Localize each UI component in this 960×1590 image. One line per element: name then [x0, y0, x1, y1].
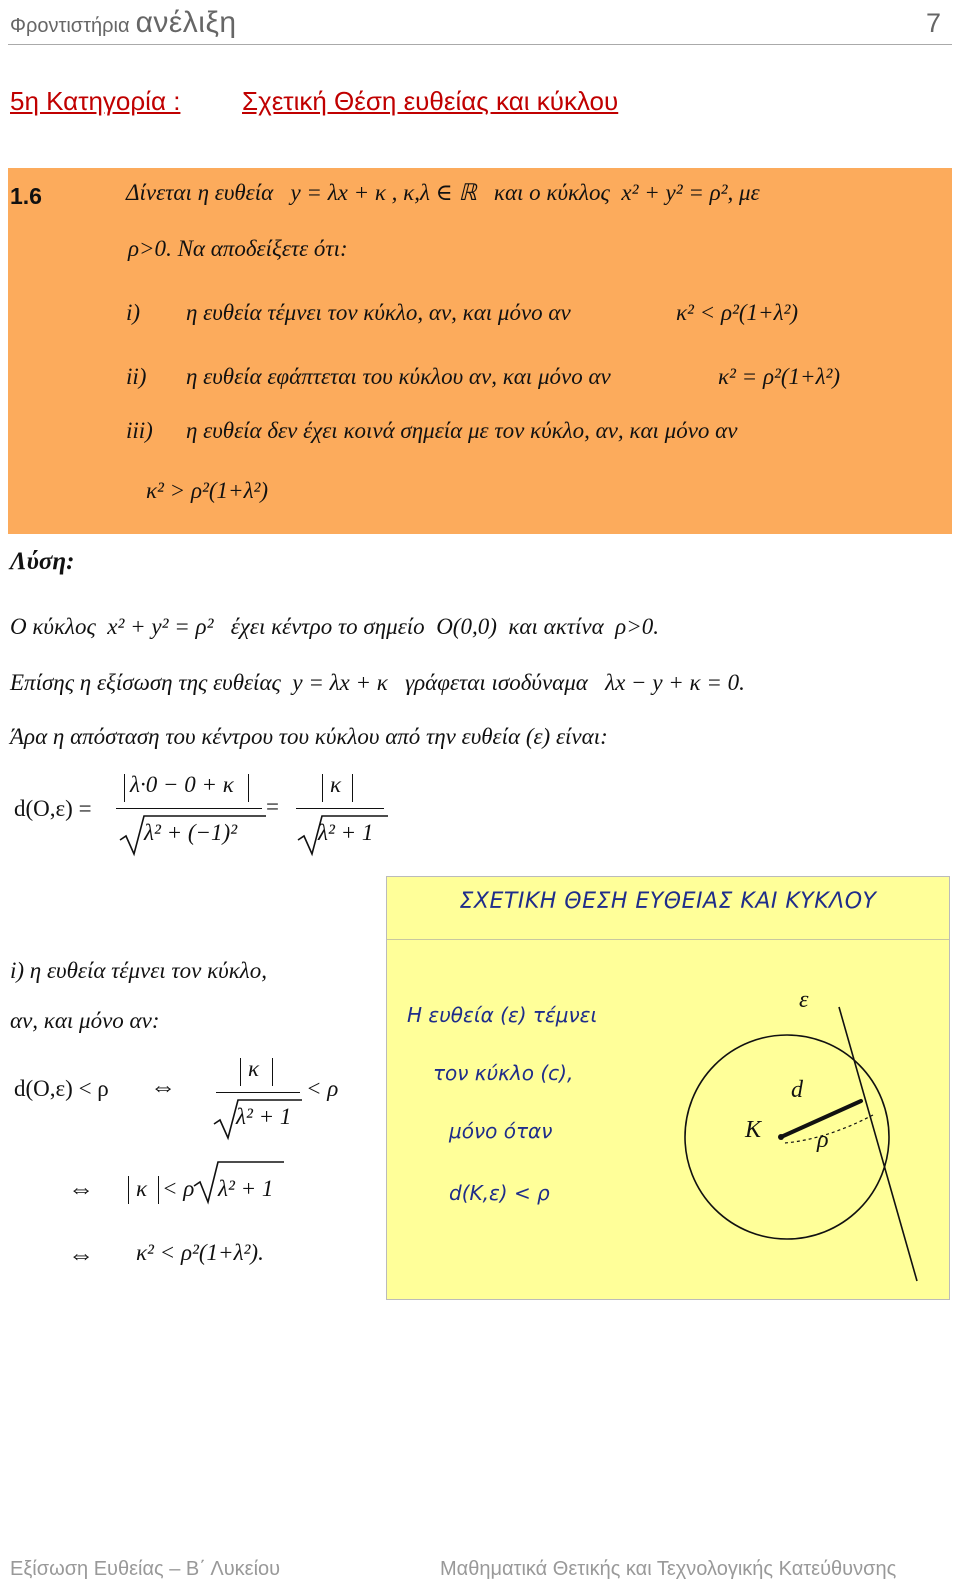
circle-diagram: [677, 987, 947, 1287]
footer-left: Εξίσωση Ευθείας – Β΄ Λυκείου: [10, 1558, 281, 1580]
abs-bar-left-4: [128, 1176, 129, 1204]
case-i-line2: αν, και μόνο αν:: [10, 1008, 160, 1033]
problem-line1-eq2: x² + y² = ρ²: [621, 180, 728, 205]
distance-denominator-2: λ² + 1: [318, 820, 374, 845]
iff-icon-2: ⇔: [68, 1174, 94, 1203]
solution-line1-text: Ο κύκλος: [10, 614, 96, 639]
iff-icon-3: ⇔: [68, 1240, 94, 1269]
header-site: [10, 6, 237, 40]
fraction-line-1: [116, 808, 262, 809]
step1-denominator: λ² + 1: [236, 1104, 292, 1129]
solution-line1-text3: και ακτίνα: [508, 614, 604, 639]
header-rule: [8, 44, 952, 45]
problem-line1-text: Δίνεται η ευθεία: [126, 180, 274, 205]
problem-line2: [128, 236, 348, 262]
problem-line1-text3: , με: [727, 180, 760, 205]
solution-heading: Λύση:: [10, 548, 75, 575]
fraction-line-2: [296, 808, 384, 809]
solution-line1-radius: ρ>0.: [615, 614, 659, 639]
abs-bar-left-1: [124, 774, 125, 802]
step2-abs: κ: [136, 1176, 148, 1201]
problem-line2-text: . Να αποδείξετε ότι:: [166, 236, 348, 261]
step3: κ² < ρ²(1+λ²).: [136, 1240, 264, 1265]
iff-icon: ⇔: [150, 1072, 176, 1101]
center-point: [778, 1134, 784, 1140]
label-epsilon: ε: [799, 987, 809, 1013]
fraction-line-3: [216, 1092, 300, 1093]
category-title: Σχετική Θέση ευθείας και κύκλου: [242, 86, 619, 116]
solution-line2-text: Επίσης η εξίσωση της ευθείας: [10, 670, 281, 695]
step2-radicand: λ² + 1: [218, 1176, 274, 1201]
label-d: d: [791, 1077, 803, 1103]
step1-lhs: d(O,ε) < ρ: [14, 1076, 109, 1101]
step1-numerator: κ: [248, 1056, 260, 1081]
abs-bar-right-1: [248, 774, 249, 802]
solution-line1-text2: έχει κέντρο το σημείο: [230, 614, 425, 639]
yellow-box-title-bar: [387, 877, 949, 940]
label-rho: ρ: [817, 1127, 829, 1153]
item-ii-text: η ευθεία εφάπτεται του κύκλου αν, και μόνο αν: [186, 364, 611, 389]
solution-line2-text2: γράφεται ισοδύναμα: [405, 670, 588, 695]
problem-line2-cond: ρ>0: [128, 236, 167, 261]
solution-line2-eq: y = λx + κ: [292, 670, 388, 695]
distance-numerator-2: κ: [330, 772, 342, 797]
problem-number: 1.6: [10, 183, 42, 209]
item-ii-cond: κ² = ρ²(1+λ²): [718, 364, 841, 389]
item-iii-label: iii): [126, 418, 153, 443]
solution-line1-eq: x² + y² = ρ²: [107, 614, 214, 639]
note-line2: τον κύκλο (c),: [433, 1061, 574, 1085]
abs-bar-left-2: [322, 774, 323, 802]
abs-bar-right-3: [272, 1058, 273, 1086]
item-i-cond: κ² < ρ²(1+λ²): [676, 300, 799, 325]
solution-line2: [10, 670, 745, 696]
distance-denominator-1: λ² + (−1)²: [144, 820, 238, 845]
item-iii-text: η ευθεία δεν έχει κοινά σημεία με τον κύκλο, αν, και μόνο αν: [186, 418, 738, 443]
abs-bar-left-3: [240, 1058, 241, 1086]
solution-line1-center: O(0,0): [436, 614, 497, 639]
step2-mid: < ρ: [162, 1176, 195, 1201]
page-number: 7: [926, 8, 942, 38]
step1-rhs: < ρ: [306, 1076, 339, 1101]
case-i-line1: i) η ευθεία τέμνει τον κύκλο,: [10, 958, 267, 983]
problem-line1: [126, 180, 760, 206]
distance-equals: =: [266, 794, 279, 819]
header-site-text: Φροντιστήρια: [10, 15, 130, 37]
label-center: K: [745, 1117, 762, 1143]
note-line3: μόνο όταν: [449, 1119, 553, 1143]
problem-line1-eq: y = λx + κ , κ,λ ∈ ℝ: [290, 180, 477, 205]
distance-numerator-1: λ·0 − 0 + κ: [130, 772, 234, 797]
abs-bar-right-4: [158, 1176, 159, 1204]
item-ii-label: ii): [126, 364, 147, 389]
abs-bar-right-2: [352, 774, 353, 802]
note-line4: d(K,ε) < ρ: [449, 1181, 550, 1205]
problem-line1-text2: και ο κύκλος: [493, 180, 610, 205]
yellow-note-box: [386, 876, 950, 1300]
note-line1: Η ευθεία (ε) τέμνει: [407, 1003, 598, 1027]
item-iii-cond: κ² > ρ²(1+λ²): [146, 478, 269, 503]
item-i-text: η ευθεία τέμνει τον κύκλο, αν, και μόνο αν: [186, 300, 571, 325]
category-label: 5η Κατηγορία :: [10, 86, 181, 116]
solution-line3: Άρα η απόσταση του κέντρου του κύκλου από την ευθεία (ε) είναι:: [10, 724, 608, 749]
header-brand: ανέλιξη: [135, 6, 237, 39]
solution-line1: [10, 614, 659, 640]
footer-right: Μαθηματικά Θετικής και Τεχνολογικής Κατεύθυνσης: [440, 1558, 897, 1580]
distance-lhs: d(O,ε) =: [14, 796, 92, 821]
solution-line2-eq2: λx − y + κ = 0.: [605, 670, 745, 695]
line-epsilon: [839, 1007, 917, 1281]
yellow-box-title: ΣΧΕΤΙΚΗ ΘΕΣΗ ΕΥΘΕΙΑΣ ΚΑΙ ΚΥΚΛΟΥ: [459, 889, 877, 914]
item-i-label: i): [126, 300, 141, 325]
circle-c: [685, 1035, 889, 1239]
